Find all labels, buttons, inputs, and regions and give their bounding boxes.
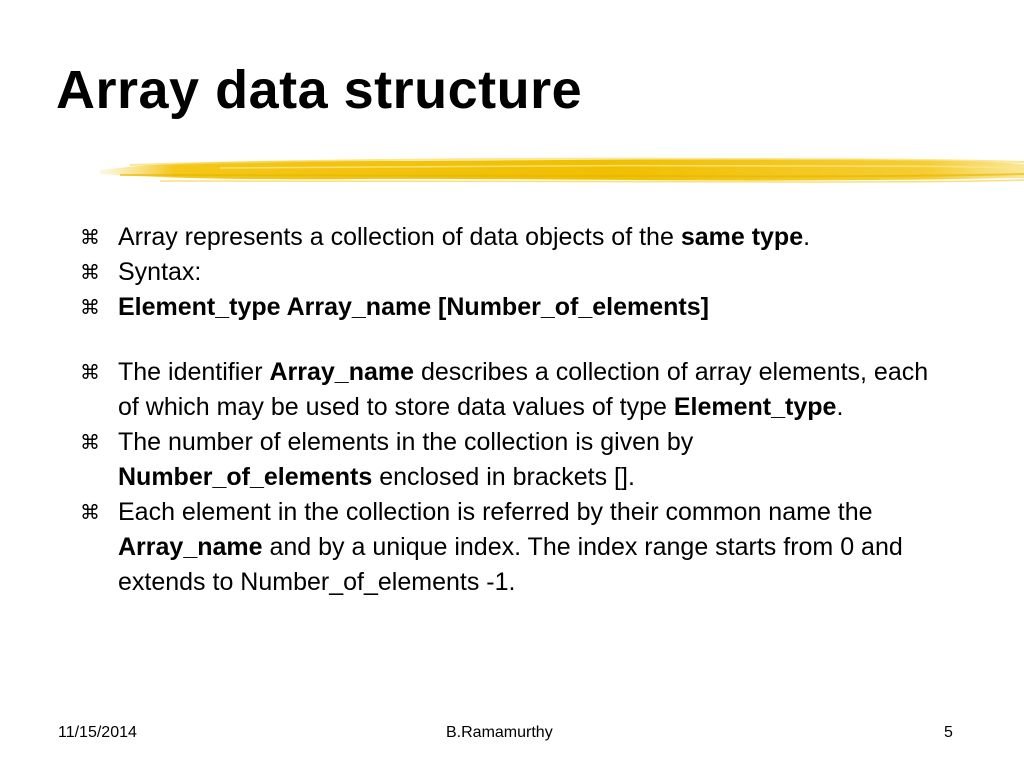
bullet-text: The number of elements in the collection is given by Number_of_elements enclosed in brackets []. — [118, 428, 694, 491]
bullet-item — [80, 425, 940, 495]
bullet-text: Array represents a collection of data objects of the same type. — [118, 223, 811, 251]
footer-author: B.Ramamurthy — [446, 724, 553, 741]
bullet-list — [80, 220, 940, 600]
slide-title: Array data structure — [56, 60, 583, 120]
command-key-bullet-icon: ⌘ — [80, 500, 100, 524]
bullet-text: Syntax: — [118, 258, 202, 286]
command-key-bullet-icon: ⌘ — [80, 260, 100, 284]
bullet-item-syntax — [80, 290, 940, 325]
bullet-item — [80, 495, 940, 600]
footer-date: 11/15/2014 — [58, 724, 137, 741]
command-key-bullet-icon: ⌘ — [80, 430, 100, 454]
title-underline-brushstroke — [100, 148, 1024, 192]
bullet-text: The identifier Array_name describes a collection of array elements, each of which may be used to store data values of type Element_type. — [118, 358, 929, 421]
command-key-bullet-icon: ⌘ — [80, 295, 100, 319]
command-key-bullet-icon: ⌘ — [80, 360, 100, 384]
bullet-item — [80, 220, 940, 255]
bullet-text: Each element in the collection is referred by their common name the Array_name and by a unique index. The index range starts from 0 and extends to Number_of_elements -1. — [118, 498, 903, 596]
footer-page-number: 5 — [944, 724, 953, 741]
bullet-item — [80, 355, 940, 425]
bullet-text: Element_type Array_name [Number_of_elements] — [118, 293, 709, 321]
command-key-bullet-icon: ⌘ — [80, 225, 100, 249]
bullet-item — [80, 255, 940, 290]
